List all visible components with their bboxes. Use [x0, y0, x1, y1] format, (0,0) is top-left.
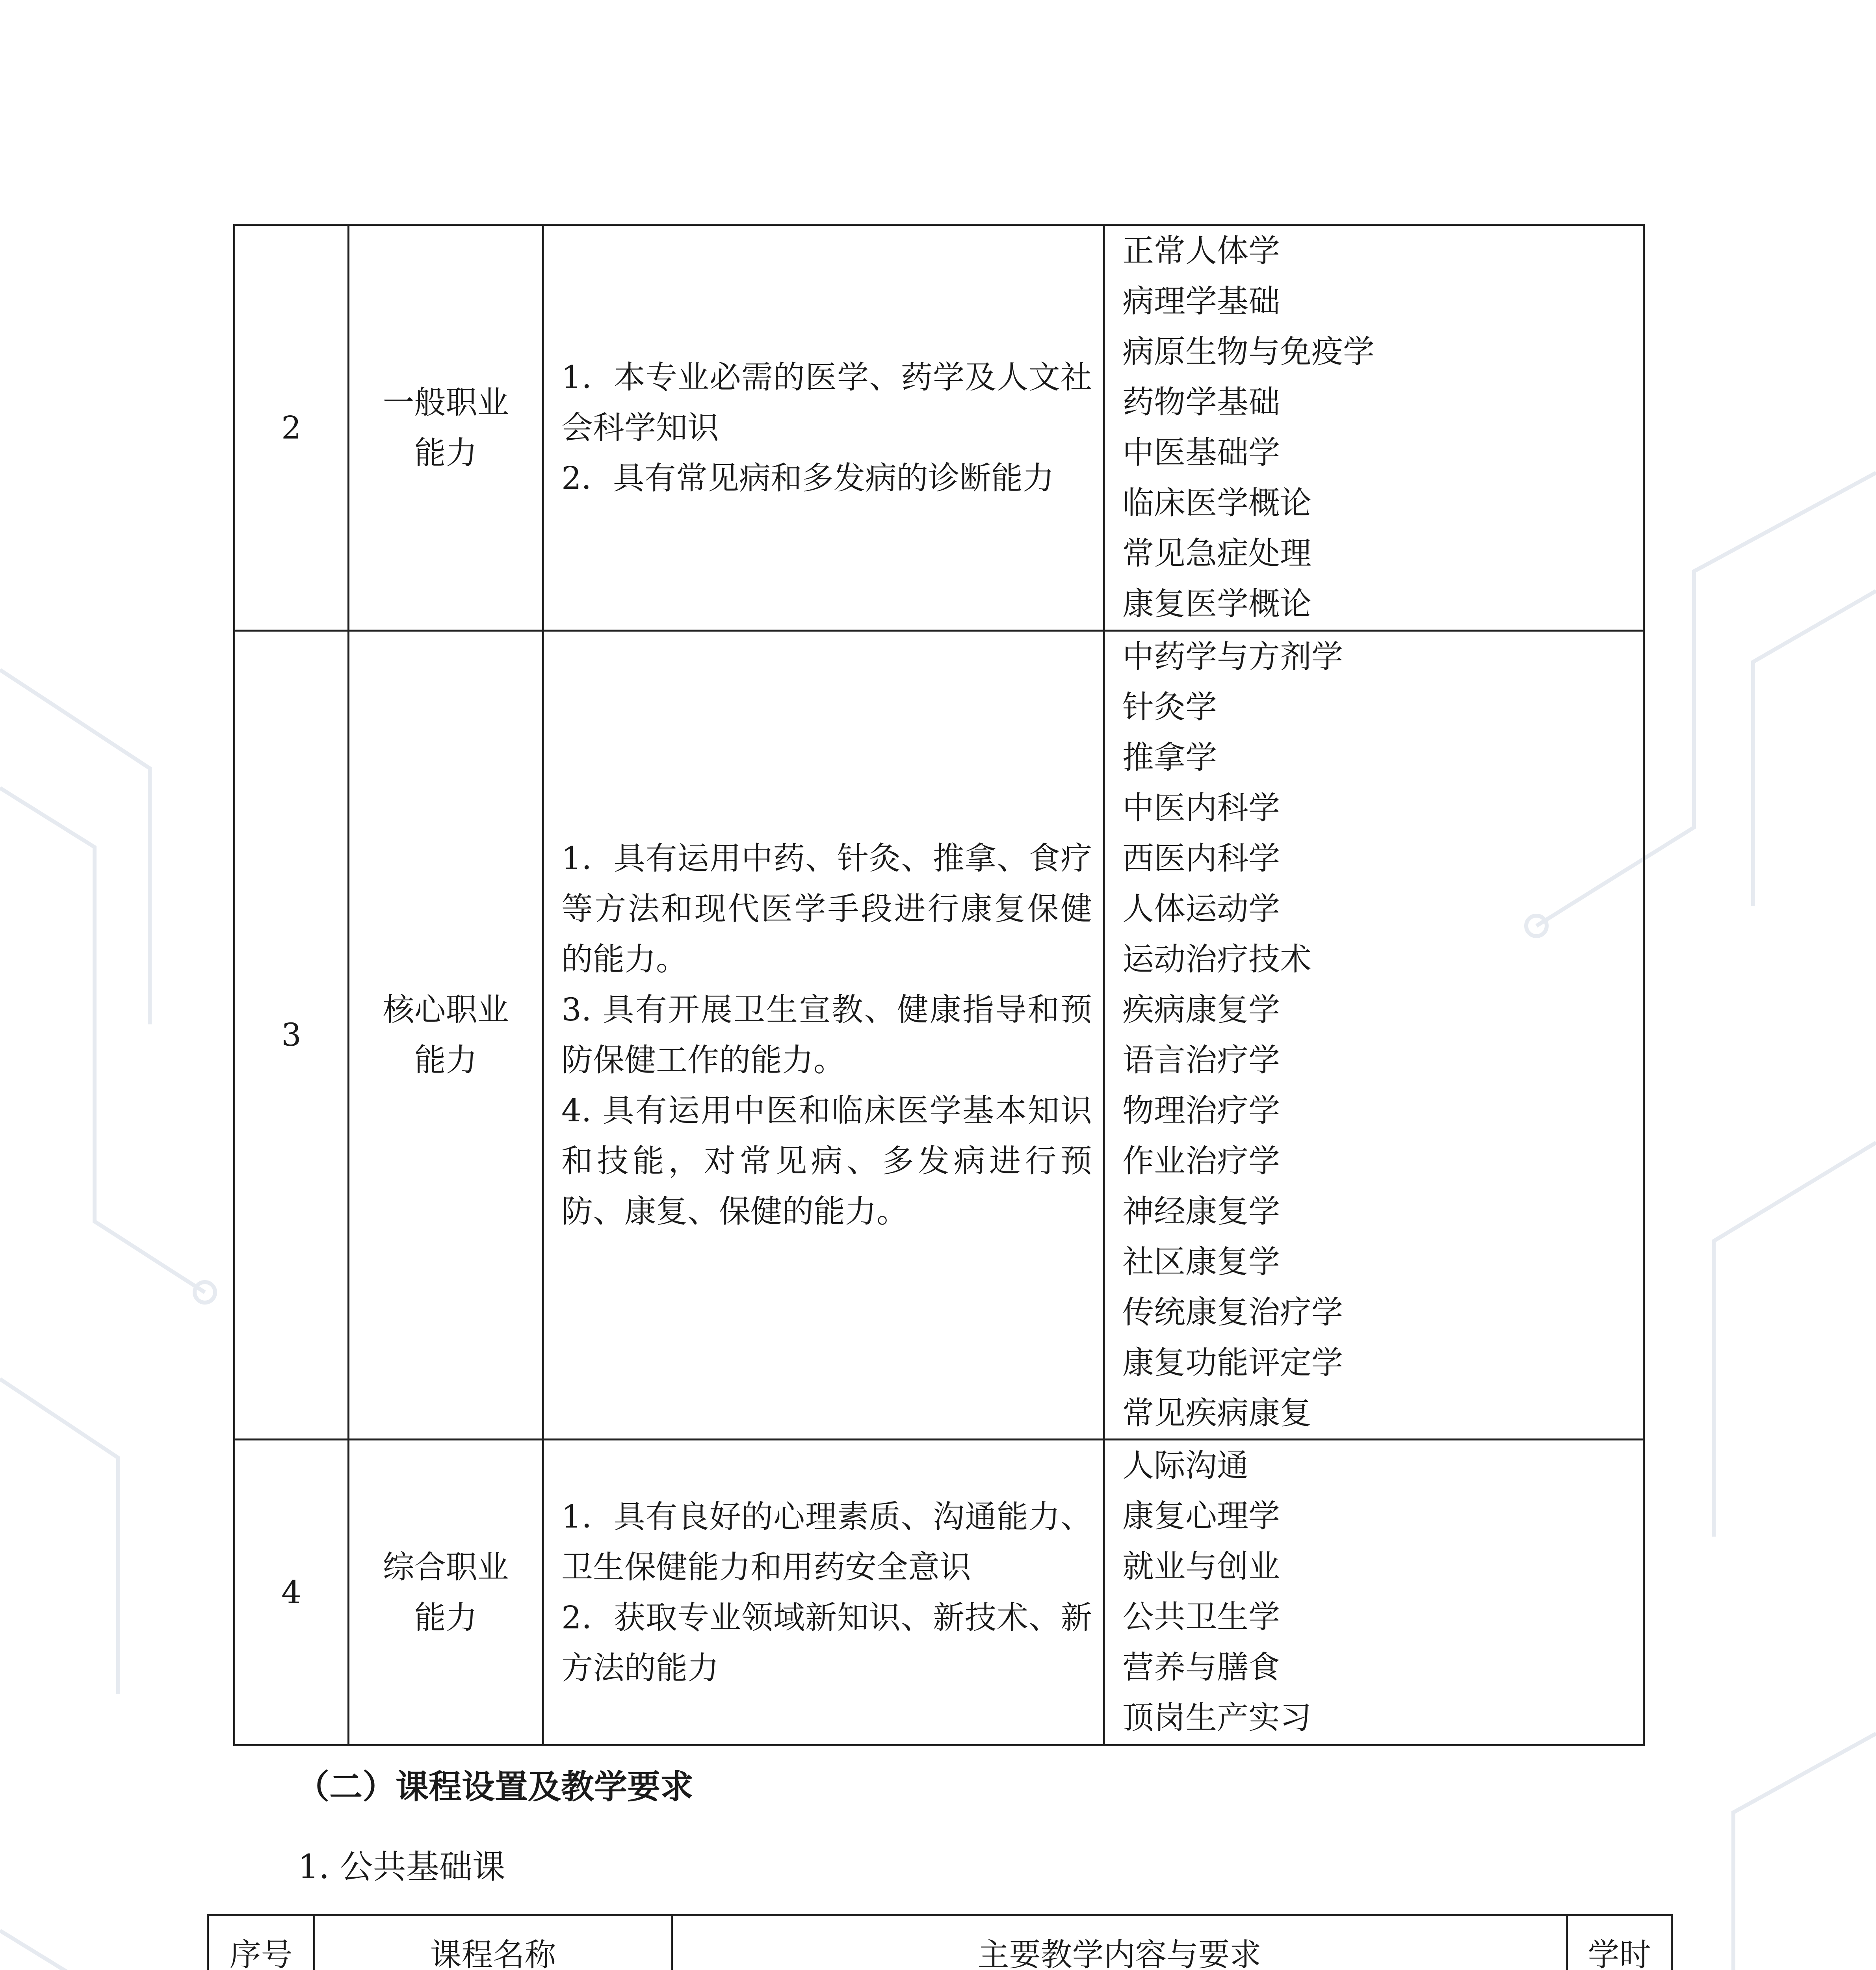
course-item: 顶岗生产实习 [1122, 1699, 1311, 1736]
requirement-item: 3. 具有开展卫生宣教、健康指导和预防保健工作的能力。 [561, 991, 1092, 1078]
course-list [1104, 1440, 1644, 1745]
ability-name: 综合职业 能力 [349, 1440, 543, 1745]
header-number: 序号 [208, 1915, 314, 1970]
course-list [1104, 631, 1644, 1440]
course-item: 常见急症处理 [1122, 535, 1311, 572]
ability-row [234, 631, 1644, 1440]
course-item: 中医内科学 [1122, 790, 1280, 826]
ability-name: 核心职业 能力 [349, 631, 543, 1440]
requirement-item: 1．具有运用中药、针灸、推拿、食疗等方法和现代医学手段进行康复保健的能力。 [561, 840, 1092, 978]
course-item: 公共卫生学 [1122, 1598, 1280, 1635]
course-item: 神经康复学 [1122, 1193, 1280, 1230]
requirement-item: 4. 具有运用中医和临床医学基本知识和技能，对常见病、多发病进行预防、康复、保健的能力。 [561, 1092, 1092, 1230]
sub-heading: 1. 公共基础课 [298, 1847, 505, 1886]
header-hours: 学时 [1567, 1915, 1672, 1970]
ability-requirements [543, 631, 1104, 1440]
requirement-item: 1．本专业必需的医学、药学及人文社会科学知识 [561, 359, 1092, 446]
course-item: 康复心理学 [1122, 1498, 1280, 1534]
course-item: 物理治疗学 [1122, 1092, 1280, 1129]
course-item: 中医基础学 [1122, 434, 1280, 471]
course-item: 康复医学概论 [1122, 585, 1311, 622]
course-item: 就业与创业 [1122, 1548, 1280, 1585]
course-item: 社区康复学 [1122, 1243, 1280, 1280]
section-heading: （二）课程设置及教学要求 [296, 1767, 694, 1806]
row-number: 3 [234, 631, 349, 1440]
course-item: 营养与膳食 [1122, 1649, 1280, 1686]
course-item: 病原生物与免疫学 [1122, 333, 1374, 370]
course-item: 传统康复治疗学 [1122, 1294, 1343, 1331]
ability-row [234, 1440, 1644, 1745]
ability-table [233, 224, 1645, 1746]
requirement-item: 2．获取专业领域新知识、新技术、新方法的能力 [561, 1599, 1092, 1686]
row-number: 2 [234, 225, 349, 631]
course-item: 药物学基础 [1122, 384, 1280, 420]
header-course-name: 课程名称 [314, 1915, 672, 1970]
course-item: 作业治疗学 [1122, 1143, 1280, 1179]
course-item: 人体运动学 [1122, 890, 1280, 927]
course-item: 中药学与方剂学 [1122, 638, 1343, 675]
course-item: 西医内科学 [1122, 840, 1280, 877]
course-item: 常见疾病康复 [1122, 1395, 1311, 1431]
requirement-item: 2．具有常见病和多发病的诊断能力 [561, 459, 1054, 496]
course-item: 针灸学 [1122, 689, 1217, 725]
row-number: 4 [234, 1440, 349, 1745]
course-item: 临床医学概论 [1122, 485, 1311, 521]
course-item: 运动治疗技术 [1122, 941, 1311, 978]
course-item: 语言治疗学 [1122, 1042, 1280, 1078]
ability-requirements [543, 225, 1104, 631]
header-content: 主要教学内容与要求 [672, 1915, 1567, 1970]
course-item: 病理学基础 [1122, 283, 1280, 320]
ability-name: 一般职业 能力 [349, 225, 543, 631]
ability-requirements [543, 1440, 1104, 1745]
course-table [207, 1914, 1673, 1970]
requirement-item: 1．具有良好的心理素质、沟通能力、卫生保健能力和用药安全意识 [561, 1498, 1092, 1585]
course-item: 正常人体学 [1122, 232, 1280, 269]
course-item: 康复功能评定学 [1122, 1344, 1343, 1381]
course-list [1104, 225, 1644, 631]
course-item: 疾病康复学 [1122, 991, 1280, 1028]
ability-row [234, 225, 1644, 631]
course-item: 推拿学 [1122, 739, 1217, 776]
course-item: 人际沟通 [1122, 1447, 1248, 1484]
table-header-row [208, 1915, 1672, 1970]
